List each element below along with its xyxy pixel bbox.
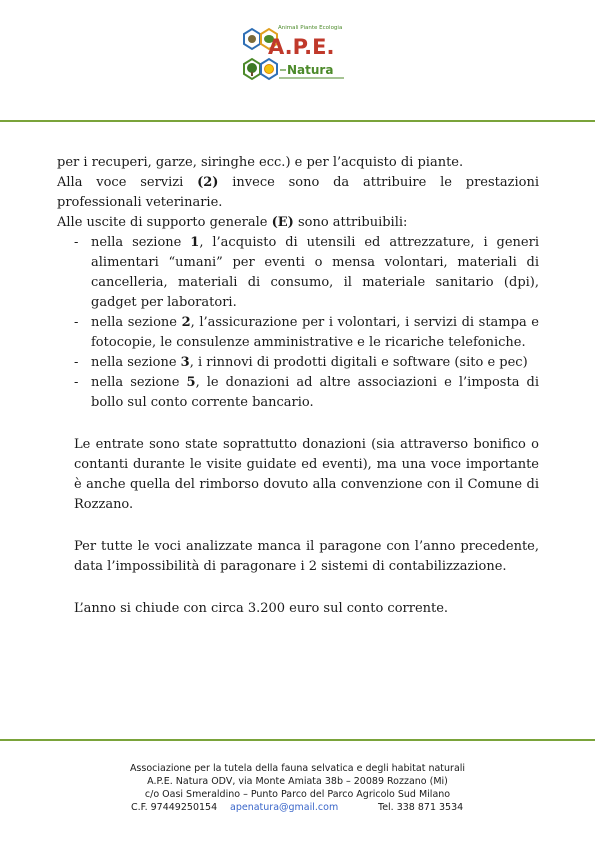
footer-phone: Tel. 338 871 3534 xyxy=(378,802,464,813)
list-item: - nella sezione 5, le donazioni ad altre associazioni e l’imposta di bollo sul conto corrente bancario. xyxy=(74,375,539,410)
paragraph-3: Alle uscite di supporto generale (E) sono attribuibili: xyxy=(57,215,408,230)
footer-email-link[interactable]: apenatura@gmail.com xyxy=(230,802,339,813)
paragraph-1: per i recuperi, garze, siringhe ecc.) e per l’acquisto di piante. xyxy=(57,155,464,170)
header-divider xyxy=(0,120,595,122)
list-item: - nella sezione 3, i rinnovi di prodotti digitali e software (sito e pec) xyxy=(74,355,528,370)
logo-main-text: A.P.E. xyxy=(268,35,335,59)
footer-line-3: c/o Oasi Smeraldino – Punto Parco del Parco Agricolo Sud Milano xyxy=(144,789,451,800)
paragraph-2: Alla voce servizi (2) invece sono da attribuire le prestazioni professionali veterinarie. xyxy=(57,175,539,210)
list-item: - nella sezione 1, l’acquisto di utensili ed attrezzature, i generi alimentari “umani” per eventi o mensa volontari, materiali di cancelleria, materiali di consumo, il materiale sanitario (dpi), gadget per laboratori. xyxy=(74,235,539,310)
page-header xyxy=(0,0,595,122)
footer-tax-code: C.F. 97449250154 xyxy=(131,802,218,813)
paragraph-comparison: Per tutte le voci analizzate manca il paragone con l’anno precedente, data l’impossibilità di paragonare i 2 sistemi di contabilizzazione. xyxy=(74,539,539,574)
paragraph-closing: L’anno si chiude con circa 3.200 euro sul conto corrente. xyxy=(74,601,449,616)
page-footer xyxy=(0,762,595,814)
logo-tagline: Animali Piante Ecologia xyxy=(278,25,343,31)
list-item: - nella sezione 2, l’assicurazione per i volontari, i servizi di stampa e fotocopie, le consulenze amministrative e le ricariche telefoniche. xyxy=(74,315,539,350)
expense-list xyxy=(57,233,539,413)
ape-natura-logo xyxy=(234,20,354,92)
footer-line-1: Associazione per la tutela della fauna selvatica e degli habitat naturali xyxy=(129,763,466,774)
paragraph-revenue: Le entrate sono state soprattutto donazioni (sia attraverso bonifico o contanti durante le visite guidate ed eventi), ma una voce importante è anche quella del rimborso dovuto alla convenzione con il Comune di Rozzano. xyxy=(74,437,539,512)
document-body xyxy=(57,153,539,619)
footer-contacts xyxy=(0,801,595,814)
footer-line-2: A.P.E. Natura ODV, via Monte Amiata 38b – 20089 Rozzano (Mi) xyxy=(147,776,448,787)
logo-sub-text: Natura xyxy=(287,63,334,77)
footer-divider xyxy=(0,739,595,741)
